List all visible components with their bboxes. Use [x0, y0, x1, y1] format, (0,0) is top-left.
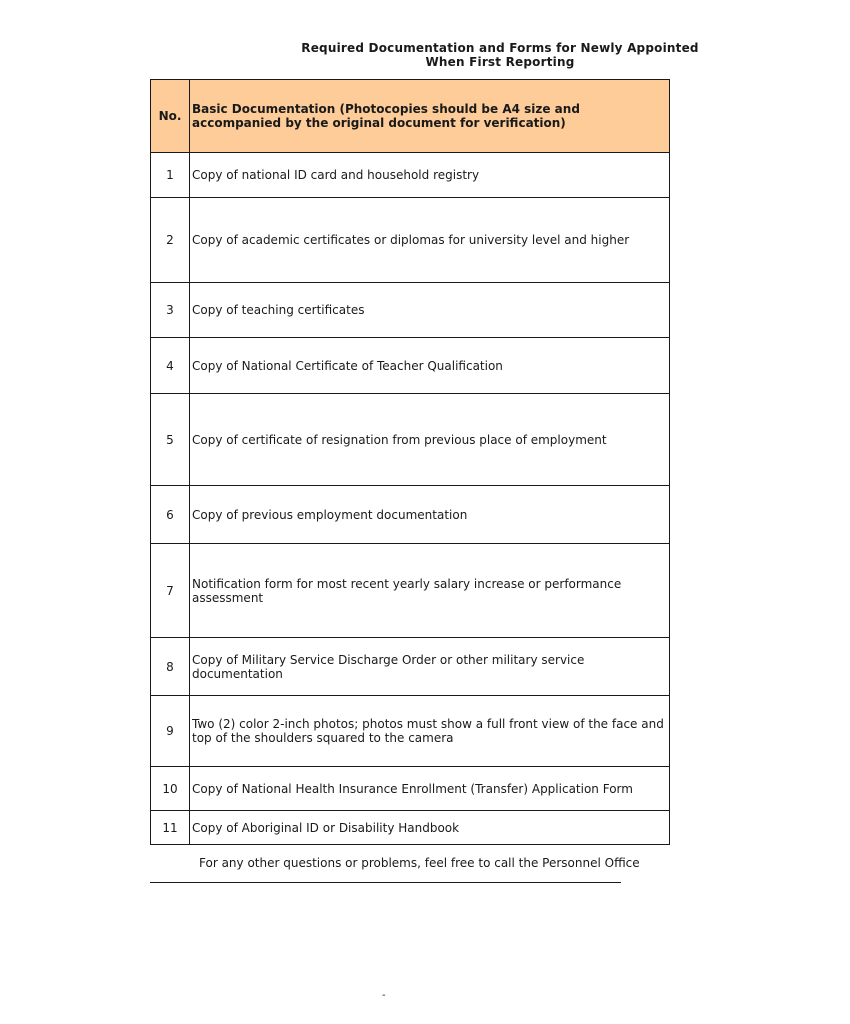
row-number: 10	[151, 767, 190, 811]
footer-note: For any other questions or problems, feel free to call the Personnel Office	[199, 856, 640, 870]
row-text: Copy of National Health Insurance Enrollment (Transfer) Application Form	[190, 767, 670, 811]
table-row	[151, 811, 670, 845]
row-number: 4	[151, 338, 190, 394]
row-text: Two (2) color 2-inch photos; photos must show a full front view of the face and top of the shoulders squared to the camera	[190, 696, 670, 767]
documentation-table	[150, 79, 670, 845]
document-title	[150, 41, 850, 69]
title-line-2: When First Reporting	[425, 55, 575, 69]
table-row	[151, 638, 670, 696]
row-number: 6	[151, 486, 190, 544]
footer-divider	[150, 882, 621, 883]
table-row	[151, 338, 670, 394]
row-number: 7	[151, 544, 190, 638]
page-mark: -	[382, 990, 386, 1001]
row-number: 11	[151, 811, 190, 845]
row-text: Copy of teaching certificates	[190, 283, 670, 338]
header-documentation: Basic Documentation (Photocopies should be A4 size and accompanied by the original document for verification)	[190, 80, 670, 153]
table-row	[151, 283, 670, 338]
table-row	[151, 394, 670, 486]
row-text: Copy of national ID card and household registry	[190, 153, 670, 198]
table-row	[151, 153, 670, 198]
table-header-row	[151, 80, 670, 153]
row-number: 3	[151, 283, 190, 338]
row-number: 2	[151, 198, 190, 283]
row-text: Copy of National Certificate of Teacher Qualification	[190, 338, 670, 394]
row-text: Copy of Military Service Discharge Order or other military service documentation	[190, 638, 670, 696]
title-line-1: Required Documentation and Forms for Newly Appointed	[301, 41, 699, 55]
table-row	[151, 696, 670, 767]
row-text: Copy of previous employment documentation	[190, 486, 670, 544]
table-row	[151, 767, 670, 811]
row-text: Notification form for most recent yearly salary increase or performance assessment	[190, 544, 670, 638]
table-row	[151, 198, 670, 283]
row-text: Copy of certificate of resignation from previous place of employment	[190, 394, 670, 486]
row-text: Copy of Aboriginal ID or Disability Handbook	[190, 811, 670, 845]
table-row	[151, 544, 670, 638]
row-number: 8	[151, 638, 190, 696]
table-row	[151, 486, 670, 544]
row-number: 1	[151, 153, 190, 198]
row-number: 9	[151, 696, 190, 767]
header-no: No.	[151, 80, 190, 153]
row-text: Copy of academic certificates or diplomas for university level and higher	[190, 198, 670, 283]
row-number: 5	[151, 394, 190, 486]
